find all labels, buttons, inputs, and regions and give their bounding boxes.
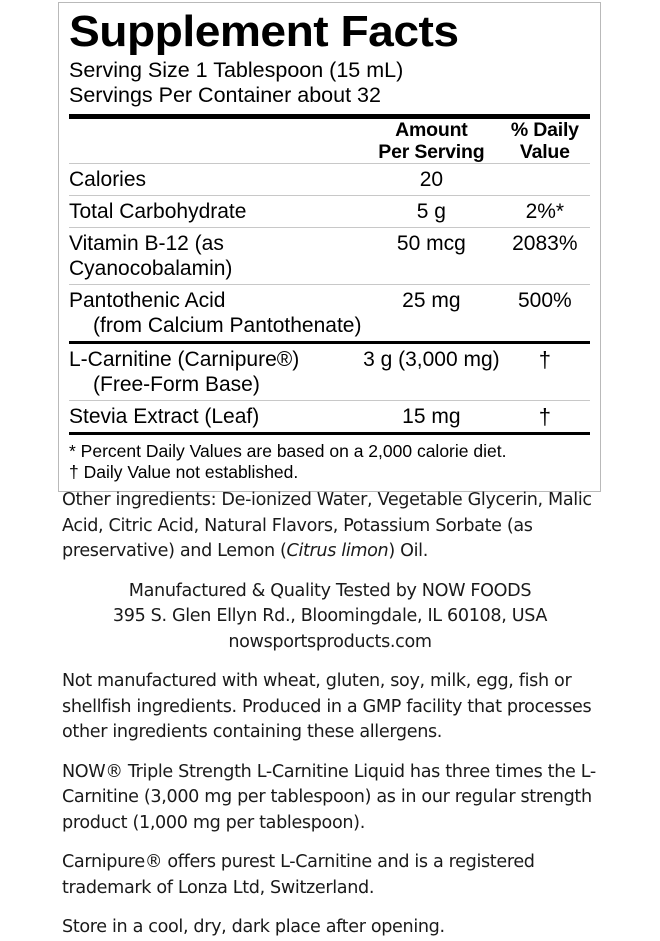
table-header-row	[69, 119, 590, 164]
table-row	[69, 343, 590, 401]
nutrition-table	[69, 119, 590, 432]
row-amount: 15 mg	[363, 401, 500, 433]
manufacturer-website[interactable]: nowsportsproducts.com	[228, 631, 432, 652]
column-header-daily-value	[500, 119, 590, 164]
row-nutrient-name: Vitamin B-12 (as Cyanocobalamin)	[69, 228, 363, 285]
row-daily-value: 500%	[500, 285, 590, 343]
dv-header-line1: % Daily	[510, 119, 579, 141]
row-amount: 25 mg	[363, 285, 500, 343]
other-ingredients-latin-name: Citrus limon	[286, 541, 389, 561]
other-ingredients-paragraph	[62, 488, 598, 565]
strength-statement: NOW® Triple Strength L-Carnitine Liquid has three times the L-Carnitine (3,000 mg per tablespoon) as in our regular strength product (1,000 mg per tablespoon).	[62, 761, 596, 833]
manufacturer-address: 395 S. Glen Ellyn Rd., Bloomingdale, IL 60108, USA	[112, 606, 548, 626]
row-daily-value	[500, 164, 590, 196]
row-nutrient-name	[69, 285, 363, 343]
footnote-dagger: † Daily Value not established.	[69, 462, 299, 482]
row-amount: 3 g (3,000 mg)	[363, 343, 500, 401]
row-daily-value: †	[500, 401, 590, 433]
table-row	[69, 285, 590, 343]
row-nutrient-name: Stevia Extract (Leaf)	[69, 401, 363, 433]
servings-per-container-text: Servings Per Container about 32	[69, 83, 381, 107]
row-nutrient-name	[69, 343, 363, 401]
other-ingredients-pre: Other ingredients: De-ionized Water, Vegetable Glycerin, Malic Acid, Citric Acid, Natural Flavors, Potassium Sorbate (as preservative) and Lemon (	[62, 490, 592, 561]
trademark-statement: Carnipure® offers purest L-Carnitine and is a registered trademark of Lonza Ltd, Switzerland.	[62, 852, 535, 898]
column-header-amount	[363, 119, 500, 164]
table-row	[69, 228, 590, 285]
label-body-copy	[62, 488, 598, 941]
table-row	[69, 196, 590, 228]
supplement-facts-panel	[58, 2, 601, 492]
dv-header-line2: Value	[519, 141, 570, 163]
table-row	[69, 401, 590, 433]
serving-size-text: Serving Size 1 Tablespoon (15 mL)	[69, 58, 404, 82]
amount-header-line2: Per Serving	[378, 141, 485, 163]
panel-title: Supplement Facts	[69, 7, 459, 56]
row-amount: 50 mcg	[363, 228, 500, 285]
footnotes	[69, 435, 590, 485]
allergen-statement: Not manufactured with wheat, gluten, soy, milk, egg, fish or shellfish ingredients. Produced in a GMP facility that processes other ingredients containing these allergens.	[62, 671, 592, 742]
manufacturer-line: Manufactured & Quality Tested by NOW FOODS	[128, 580, 532, 601]
table-row	[69, 164, 590, 196]
footnote-percent-dv: * Percent Daily Values are based on a 2,000 calorie diet.	[69, 441, 507, 461]
row-nutrient-name: Calories	[69, 164, 363, 196]
column-header-nutrient	[69, 119, 363, 164]
row-nutrient-sub: (Free-Form Base)	[93, 373, 260, 396]
row-daily-value: †	[500, 343, 590, 401]
row-nutrient-main: L-Carnitine (Carnipure®)	[69, 348, 300, 371]
row-amount: 20	[363, 164, 500, 196]
nutrition-table-body	[69, 164, 590, 433]
row-nutrient-sub: (from Calcium Pantothenate)	[93, 314, 362, 337]
storage-statement: Store in a cool, dry, dark place after opening.	[62, 917, 445, 937]
amount-header-line1: Amount	[395, 119, 468, 141]
other-ingredients-post: ) Oil.	[388, 541, 428, 561]
row-nutrient-main: Pantothenic Acid	[69, 289, 226, 312]
row-amount: 5 g	[363, 196, 500, 228]
row-nutrient-name: Total Carbohydrate	[69, 196, 363, 228]
manufacturer-block	[62, 579, 598, 656]
row-daily-value: 2%*	[500, 196, 590, 228]
row-daily-value: 2083%	[500, 228, 590, 285]
